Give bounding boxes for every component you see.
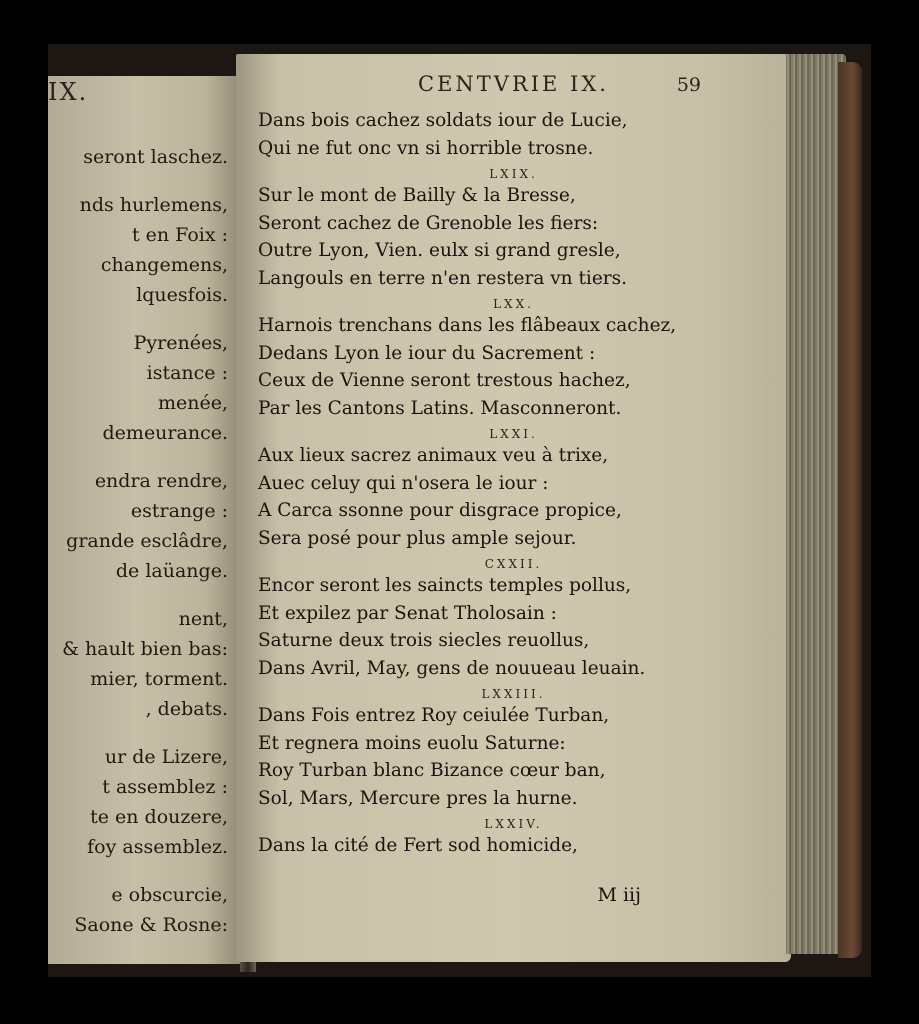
verse-line: Aux lieux sacrez animaux veu à trixe, bbox=[258, 445, 609, 466]
quatrain-numeral: LXXIV. bbox=[484, 817, 543, 831]
quatrain-numeral: CXXII. bbox=[484, 557, 543, 571]
verse-line: Ceux de Vienne seront trestous hachez, bbox=[258, 370, 631, 391]
quatrain-numeral: LXXI. bbox=[489, 427, 538, 441]
left-text-line: te en douzere, bbox=[90, 806, 228, 828]
left-text-line: mier, torment. bbox=[90, 668, 228, 690]
verse-line: Roy Turban blanc Bizance cœur ban, bbox=[258, 760, 606, 781]
left-text-line: seront laschez. bbox=[83, 146, 228, 168]
right-page bbox=[236, 54, 791, 962]
left-running-head: IX. bbox=[48, 78, 89, 106]
left-text-line: & hault bien bas: bbox=[62, 638, 228, 660]
book-cover-edge bbox=[838, 62, 862, 958]
verse-line: Et regnera moins euolu Saturne: bbox=[258, 732, 566, 754]
verse-line: Dans bois cachez soldats iour de Lucie, bbox=[258, 110, 628, 131]
left-text-line: endra rendre, bbox=[94, 470, 228, 492]
left-text-line: lquesfois. bbox=[136, 284, 228, 306]
left-text-line: foy assemblez. bbox=[87, 836, 228, 858]
quatrain-numeral: LXX. bbox=[493, 297, 534, 311]
verse-line: Dedans Lyon le iour du Sacrement : bbox=[258, 342, 596, 364]
verse-line: Dans Avril, May, gens de nouueau leuain. bbox=[258, 657, 646, 679]
verse-line: Langouls en terre n'en restera vn tiers. bbox=[258, 267, 627, 289]
left-page bbox=[48, 76, 244, 964]
left-text-line: Saone & Rosne: bbox=[74, 914, 228, 936]
verse-line: A Carca ssonne pour disgrace propice, bbox=[258, 500, 622, 521]
verse-line: Outre Lyon, Vien. eulx si grand gresle, bbox=[258, 240, 621, 261]
running-head: CENTVRIE IX. bbox=[418, 72, 609, 96]
verse-line: Et expilez par Senat Tholosain : bbox=[258, 602, 557, 624]
verse-line: Auec celuy qui n'osera le iour : bbox=[258, 472, 549, 494]
left-text-line: demeurance. bbox=[102, 422, 228, 444]
verse-line: Saturne deux trois siecles reuollus, bbox=[258, 630, 590, 651]
page-number: 59 bbox=[676, 74, 701, 96]
left-text-line: menée, bbox=[157, 392, 228, 414]
verse-line: Seront cachez de Grenoble les fiers: bbox=[258, 212, 599, 234]
left-text-line: t assemblez : bbox=[102, 776, 228, 798]
left-text-line: ur de Lizere, bbox=[104, 746, 228, 768]
verse-line: Qui ne fut onc vn si horrible trosne. bbox=[258, 137, 594, 159]
verse-line: Sera posé pour plus ample sejour. bbox=[258, 527, 577, 549]
verse-line: Dans Fois entrez Roy ceiulée Turban, bbox=[258, 705, 610, 726]
verse-line: Par les Cantons Latins. Masconneront. bbox=[258, 397, 622, 419]
left-text-line: de laüange. bbox=[115, 560, 228, 582]
verse-line: Sur le mont de Bailly & la Bresse, bbox=[258, 185, 576, 206]
verse-line: Dans la cité de Fert sod homicide, bbox=[258, 835, 578, 856]
left-text-line: e obscurcie, bbox=[111, 884, 228, 906]
left-text-line: Pyrenées, bbox=[133, 332, 228, 354]
quatrain-numeral: LXIX. bbox=[489, 167, 538, 181]
page-edges bbox=[786, 54, 846, 954]
quatrain-numeral: LXXIII. bbox=[481, 687, 546, 701]
left-text-line: istance : bbox=[146, 362, 228, 384]
left-text-line: t en Foix : bbox=[131, 224, 228, 246]
left-text-line: nent, bbox=[178, 608, 228, 630]
book-photo bbox=[48, 44, 871, 977]
signature-mark: M iij bbox=[597, 884, 641, 906]
verse-line: Encor seront les saincts temples pollus, bbox=[258, 575, 632, 596]
verse-line: Sol, Mars, Mercure pres la hurne. bbox=[258, 787, 578, 809]
left-text-line: nds hurlemens, bbox=[79, 194, 228, 216]
left-text-line: estrange : bbox=[130, 500, 228, 522]
left-text-line: , debats. bbox=[145, 698, 228, 720]
left-text-line: grande esclâdre, bbox=[66, 530, 228, 552]
verse-line: Harnois trenchans dans les flâbeaux cachez, bbox=[258, 315, 677, 336]
left-text-line: changemens, bbox=[100, 254, 228, 276]
